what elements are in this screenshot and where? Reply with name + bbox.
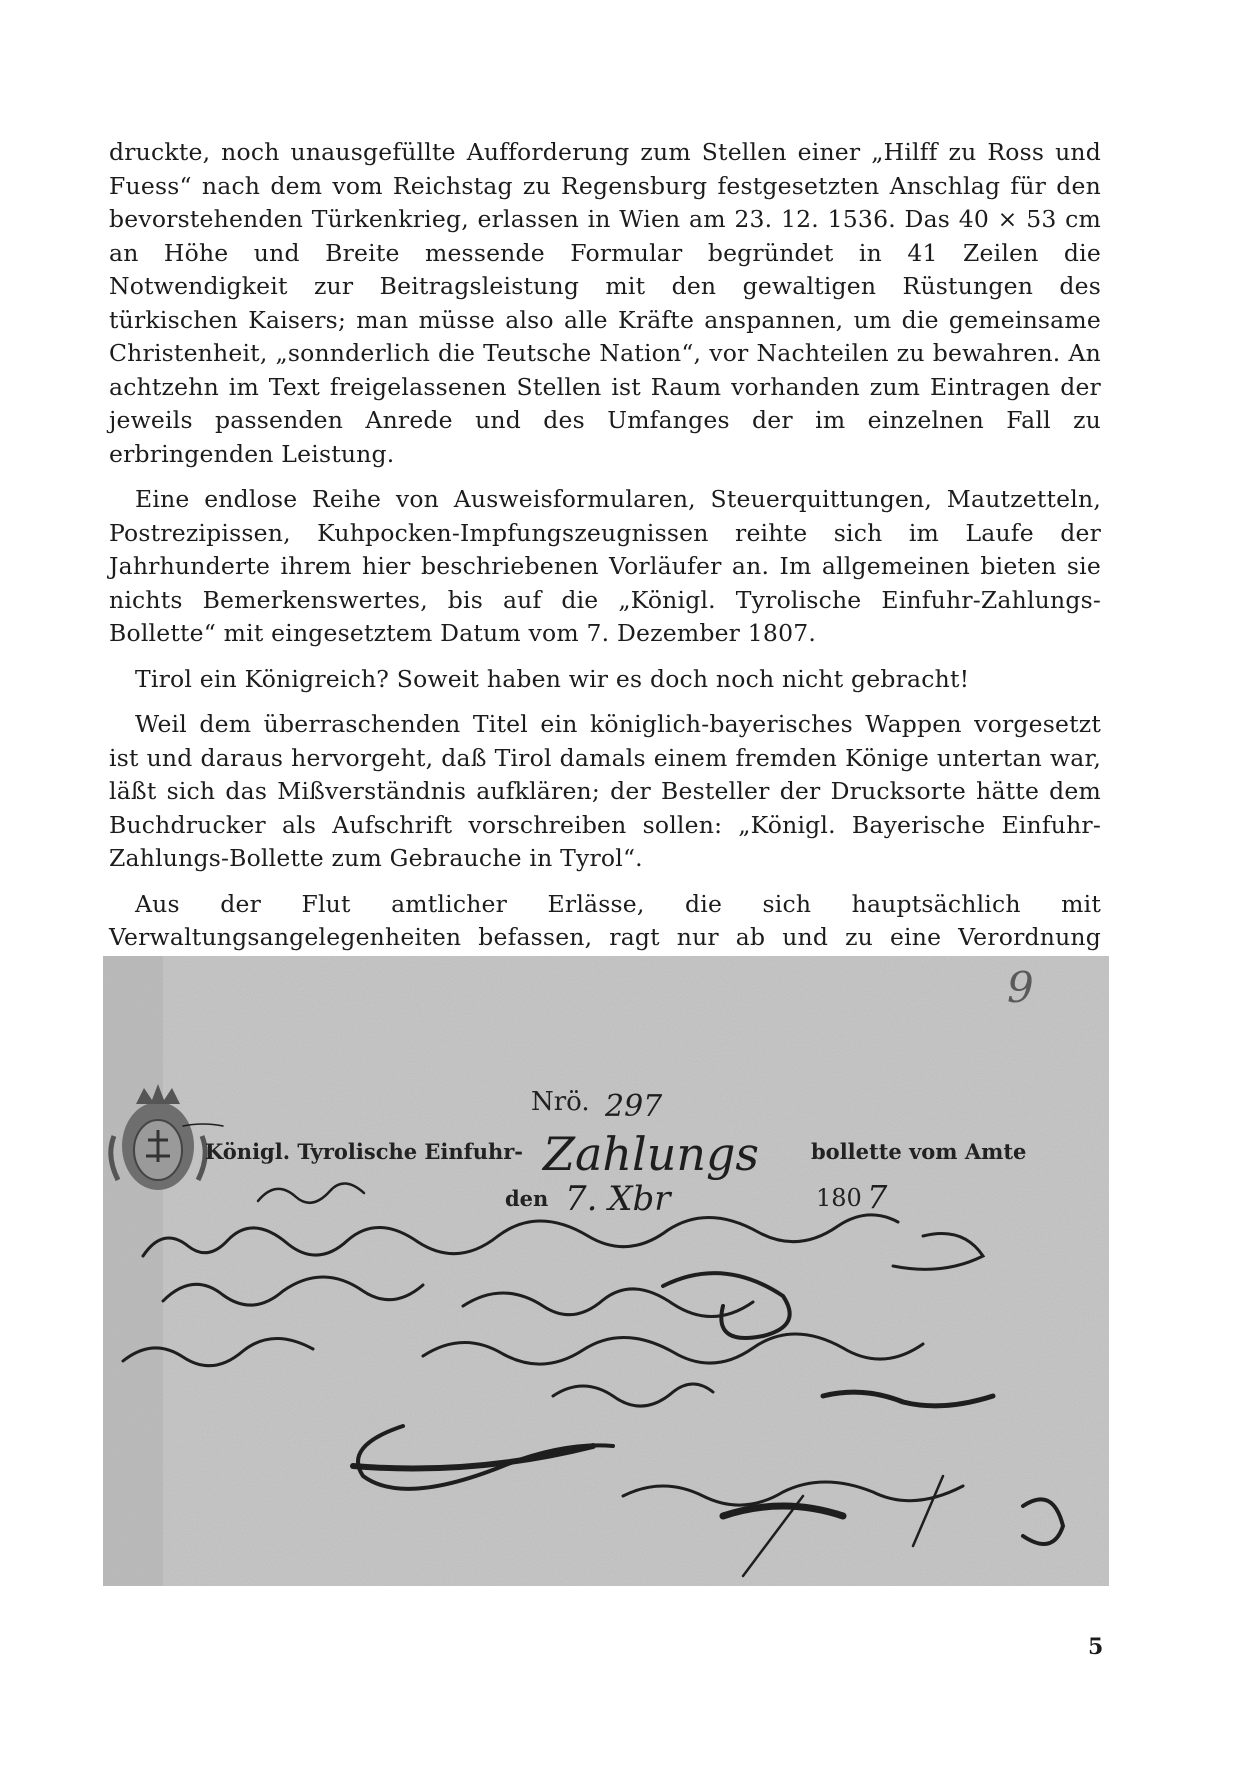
page-number: 5 bbox=[1088, 1634, 1104, 1660]
handwritten-date: 7. Xbr bbox=[565, 1179, 671, 1219]
year-prefix: 180 bbox=[816, 1184, 862, 1212]
printed-title-right: bollette vom Amte bbox=[811, 1139, 1027, 1164]
den-label: den bbox=[505, 1186, 549, 1211]
body-text bbox=[109, 136, 1101, 1000]
paragraph-3: Tirol ein Königreich? Soweit haben wir es doch noch nicht gebracht! bbox=[135, 664, 970, 693]
paragraph-1: druckte, noch unausgefüllte Aufforderung zum Stellen einer „Hilff zu Ross und Fuess“ nach dem vom Reichstag zu Regensburg festgesetzten Anschlag für den bevorstehenden Türkenkrieg, erlassen in Wien am 23. 12. 1536. Das 40 × 53 cm an Höhe und Breite messende Formular begründet in 41 Zeilen die Notwendigkeit zur Beitragsleistung mit den gewaltigen Rüstungen des türkischen Kaisers; man müsse also alle Kräfte anspannen, um die gemeinsame Christenheit, „sonnderlich die Teutsche Nation“, vor Nachteilen zu bewahren. An achtzehn im Text freigelassenen Stellen ist Raum vorhanden zum Eintragen der jeweils passenden Anrede und des Umfanges der im einzelnen Fall zu erbringenden Leistung. bbox=[109, 138, 1101, 468]
paragraph-5: Aus der Flut amtlicher Erlässe, die sich hauptsächlich mit Verwaltungsangelegenheiten befassen, ragt nur ab und zu eine Verordnung bbox=[109, 889, 1101, 951]
corner-mark: 9 bbox=[1007, 963, 1034, 1012]
document-photograph bbox=[103, 956, 1109, 1586]
nro-label: Nrö. bbox=[531, 1087, 590, 1117]
paragraph-2: Eine endlose Reihe von Ausweisformularen, Steuerquittungen, Mautzetteln, Postrezipissen, Kuhpocken-Impfungszeugnissen reihte sich im Laufe der Jahrhunderte ihrem hier beschriebenen Vorläufer an. Im allgemeinen bieten sie nichts Bemerkenswertes, bis auf die „Königl. Tyrolische Einfuhr-Zahlungs-Bollette“ mit eingesetztem Datum vom 7. Dezember 1807. bbox=[109, 485, 1101, 647]
handwritten-word: Zahlungs bbox=[543, 1127, 760, 1181]
printed-title-left: Königl. Tyrolische Einfuhr- bbox=[205, 1139, 524, 1164]
paragraph-4: Weil dem überraschenden Titel ein königlich-bayerisches Wappen vorgesetzt ist und daraus hervorgeht, daß Tirol damals einem fremden Könige untertan war, läßt sich das Mißverständnis aufklären; der Besteller der Drucksorte hätte dem Buchdrucker als Aufschrift vorschreiben sollen: „Königl. Bayerische Einfuhr-Zahlungs-Bollette zum Gebrauche in Tyrol“. bbox=[109, 710, 1101, 872]
handwritten-year-digit: 7 bbox=[867, 1178, 888, 1216]
nro-number: 297 bbox=[605, 1089, 663, 1124]
